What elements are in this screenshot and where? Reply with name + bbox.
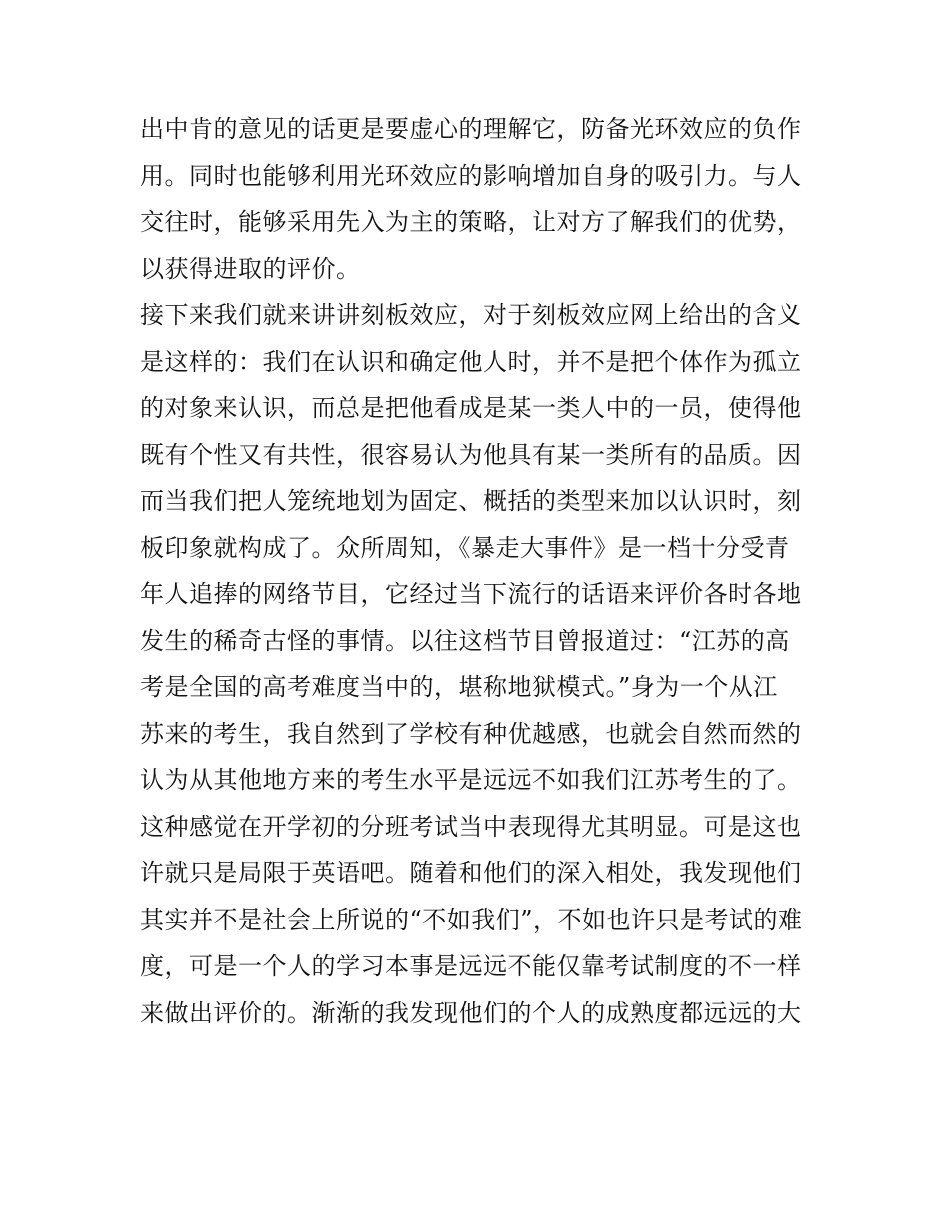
text-line: 其实并不是社会上所说的“不如我们”，不如也许只是考试的难 (140, 905, 803, 934)
text-line: 以获得进取的评价。 (140, 254, 361, 283)
text-line: 许就只是局限于英语吧。随着和他们的深入相处，我发现他们 (140, 859, 802, 887)
text-line: 板印象就构成了。众所周知，《暴走大事件》是一档十分受青 (140, 533, 790, 562)
text-line: 既有个性又有共性，很容易认为他具有某一类所有的品质。因 (140, 440, 802, 469)
text-line: 用。同时也能够利用光环效应的影响增加自身的吸引力。与人 (140, 161, 802, 190)
text-line: 年人追捧的网络节目，它经过当下流行的话语来评价各时各地 (140, 580, 802, 608)
text-line: 苏来的考生，我自然到了学校有种优越感，也就会自然而然的 (140, 719, 802, 748)
text-line: 认为从其他地方来的考生水平是远远不如我们江苏考生的了。 (140, 766, 802, 794)
text-line: 考是全国的高考难度当中的，堪称地狱模式。”身为一个从江 (140, 673, 778, 701)
text-line: 交往时，能够采用先入为主的策略，让对方了解我们的优势， (140, 208, 802, 236)
body-text (140, 106, 812, 1036)
text-line: 的对象来认识，而总是把他看成是某一类人中的一员，使得他 (140, 394, 802, 422)
text-line: 这种感觉在开学初的分班考试当中表现得尤其明显。可是这也 (140, 812, 802, 841)
text-line: 出中肯的意见的话更是要虚心的理解它，防备光环效应的负作 (140, 115, 802, 143)
text-line: 发生的稀奇古怪的事情。以往这档节目曾报道过：“江苏的高 (140, 626, 790, 655)
text-line: 是这样的：我们在认识和确定他人时，并不是把个体作为孤立 (140, 347, 802, 376)
text-line: 来做出评价的。渐渐的我发现他们的个人的成熟度都远远的大 (140, 998, 802, 1027)
text-line: 而当我们把人笼统地划为固定、概括的类型来加以认识时，刻 (140, 487, 802, 515)
text-line: 度，可是一个人的学习本事是远远不能仅靠考试制度的不一样 (140, 952, 802, 980)
text-line: 接下来我们就来讲讲刻板效应，对于刻板效应网上给出的含义 (140, 301, 802, 329)
